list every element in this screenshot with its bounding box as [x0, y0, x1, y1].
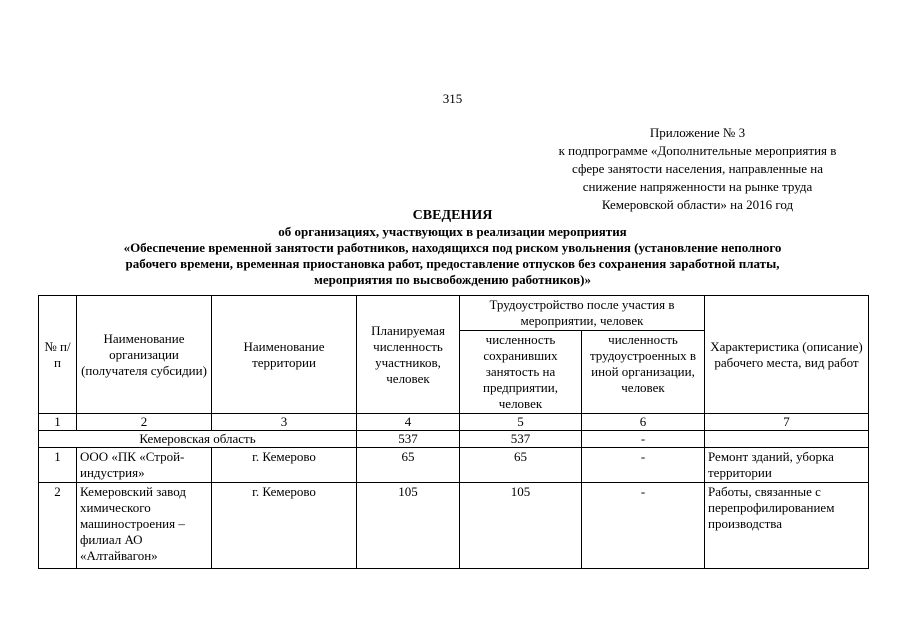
- column-number: 2: [77, 414, 212, 431]
- row-org: ООО «ПК «Строй-индустрия»: [77, 448, 212, 483]
- row-planned: 105: [357, 483, 460, 569]
- title-heading: СВЕДЕНИЯ: [412, 208, 493, 223]
- row-retained: 105: [460, 483, 582, 569]
- column-number: 3: [212, 414, 357, 431]
- title-line: рабочего времени, временная приостановка работ, предоставление отпусков без сохранения заработной платы,: [125, 256, 780, 271]
- region-retained: 537: [460, 431, 582, 448]
- row-territory: г. Кемерово: [212, 448, 357, 483]
- header-retained: численность сохранивших занятость на предприятии, человек: [460, 331, 582, 414]
- row-other: -: [582, 448, 705, 483]
- table-row: [39, 448, 869, 483]
- title-line: мероприятия по высвобождению работников)»: [314, 272, 591, 287]
- row-org: Кемеровский завод химического машиностроения – филиал АО «Алтайвагон»: [77, 483, 212, 569]
- row-planned: 65: [357, 448, 460, 483]
- region-planned: 537: [357, 431, 460, 448]
- row-territory: г. Кемерово: [212, 483, 357, 569]
- title-line: «Обеспечение временной занятости работников, находящихся под риском увольнения (установление неполного: [123, 240, 782, 255]
- appendix-line: Кемеровской области» на 2016 год: [601, 197, 794, 212]
- title-subheading: об организациях, участвующих в реализации мероприятия: [278, 224, 627, 239]
- header-other: численность трудоустроенных в иной организации, человек: [582, 331, 705, 414]
- region-row: [39, 431, 869, 448]
- table-row: [39, 483, 869, 569]
- header-characteristic: Характеристика (описание) рабочего места, вид работ: [705, 296, 869, 414]
- row-retained: 65: [460, 448, 582, 483]
- header-planned: Планируемая численность участников, человек: [357, 296, 460, 414]
- appendix-note: [510, 124, 885, 214]
- row-other: -: [582, 483, 705, 569]
- region-characteristic: [705, 431, 869, 448]
- document-title: [0, 208, 905, 288]
- column-number: 4: [357, 414, 460, 431]
- region-other: -: [582, 431, 705, 448]
- appendix-line: Приложение № 3: [649, 125, 746, 140]
- header-territory: Наименование территории: [212, 296, 357, 414]
- column-number: 7: [705, 414, 869, 431]
- region-label: Кемеровская область: [39, 431, 357, 448]
- appendix-line: сфере занятости населения, направленные на: [572, 161, 823, 176]
- page-number: 315: [442, 91, 463, 106]
- appendix-line: снижение напряженности на рынке труда: [582, 179, 813, 194]
- column-numbers-row: [39, 414, 869, 431]
- row-num: 2: [39, 483, 77, 569]
- row-characteristic: Ремонт зданий, уборка территории: [705, 448, 869, 483]
- column-number: 6: [582, 414, 705, 431]
- column-number: 5: [460, 414, 582, 431]
- header-employment: Трудоустройство после участия в мероприятии, человек: [460, 296, 705, 331]
- header-num: № п/п: [39, 296, 77, 414]
- header-org: Наименование организации (получателя субсидии): [77, 296, 212, 414]
- header-row: [39, 296, 869, 331]
- appendix-line: к подпрограмме «Дополнительные мероприятия в: [558, 143, 837, 158]
- row-characteristic: Работы, связанные с перепрофилированием производства: [705, 483, 869, 569]
- organizations-table: [38, 295, 869, 569]
- column-number: 1: [39, 414, 77, 431]
- row-num: 1: [39, 448, 77, 483]
